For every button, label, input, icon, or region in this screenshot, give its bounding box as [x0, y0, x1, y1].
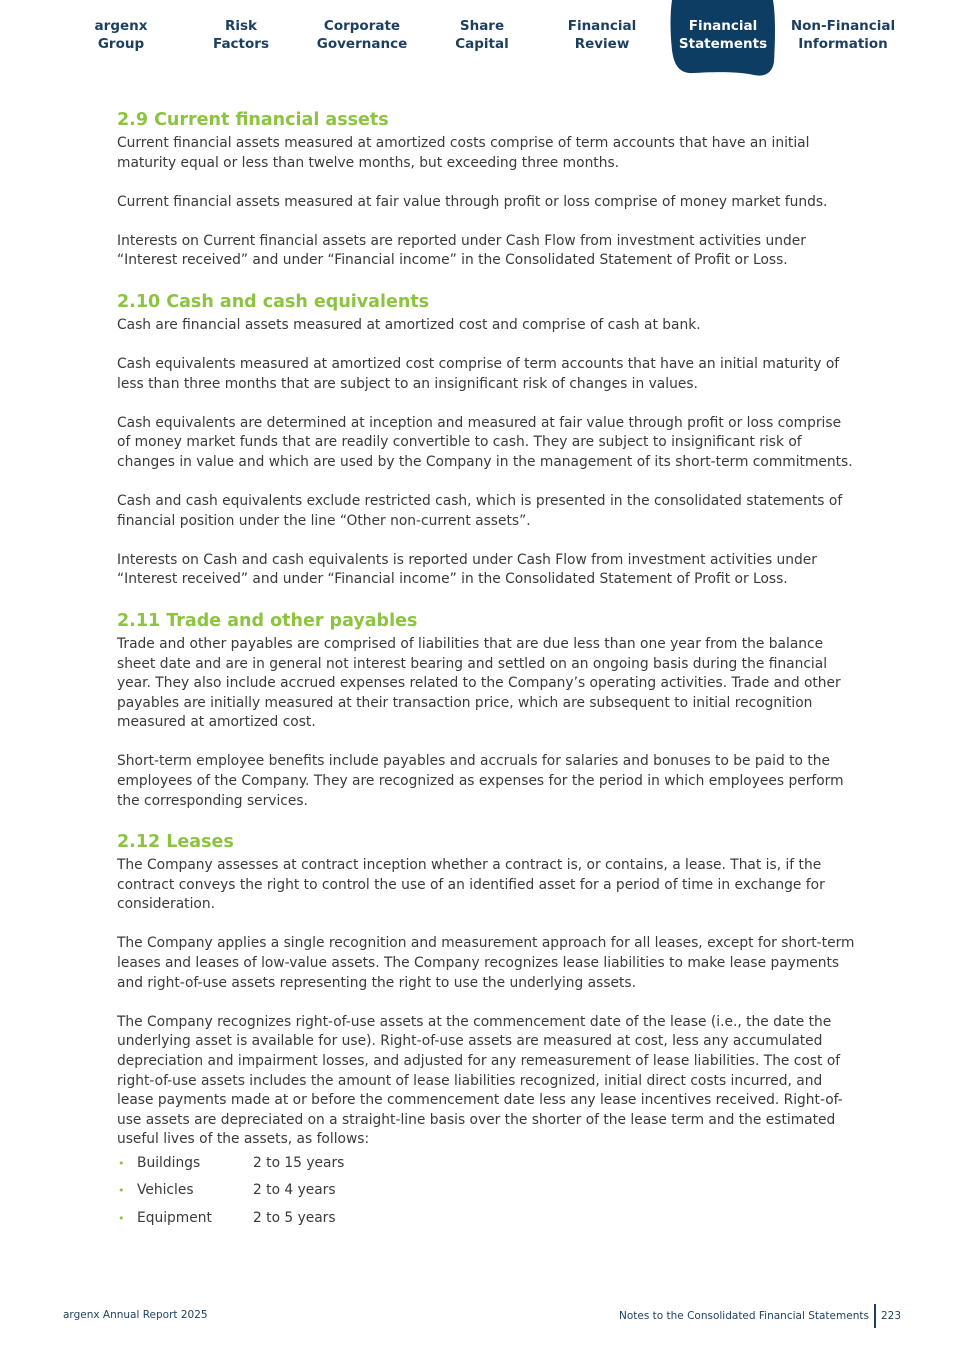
- list-item: [117, 1181, 857, 1209]
- asset-class: Buildings: [137, 1154, 201, 1171]
- nav-tab-corporate-governance[interactable]: [305, 0, 419, 78]
- section-cash-and-cash-equivalents: [117, 290, 857, 590]
- paragraph: Short-term employee benefits include payables and accruals for salaries and bonuses to be paid to the employees of the Company. They are recognized as expenses for the period in which employees perform the corresponding services.: [117, 753, 844, 809]
- nav-tab-financial-review[interactable]: [545, 0, 659, 78]
- footer-page-info: [619, 1304, 901, 1328]
- nav-tab-non-financial-information[interactable]: [786, 0, 900, 78]
- section-heading: 2.9 Current financial assets: [117, 110, 389, 130]
- paragraph: Interests on Current financial assets are reported under Cash Flow from investment activities under “Interest received” and under “Financial income” in the Consolidated Statement of Profit or Loss.: [117, 232, 806, 269]
- section-heading: 2.10 Cash and cash equivalents: [117, 291, 430, 312]
- paragraph: The Company recognizes right-of-use assets at the commencement date of the lease (i.e., the date the underlying asset is available for use). Right-of-use assets are measured at cost, less any accumulated depreciation and impairment losses, and adjusted for any remeasurement of lease liabilities. The cost of right-of-use assets includes the amount of lease liabilities recognized, initial direct costs incurred, and lease payments made at or before the commencement date less any lease incentives received. Right-of-use assets are depreciated on a straight-line basis over the shorter of the lease term and the estimated useful lives of the assets, as follows:: [117, 1013, 843, 1148]
- nav-tab-label: Risk Factors: [213, 18, 269, 52]
- paragraph: Cash equivalents are determined at inception and measured at fair value through profit or loss comprise of money market funds that are readily convertible to cash. They are subject to insignificant risk of changes in value and which are used by the Company in the management of its short-term commitments.: [117, 414, 853, 470]
- footer-report-title: argenx Annual Report 2025: [63, 1309, 208, 1321]
- section-trade-and-other-payables: [117, 609, 857, 811]
- nav-tab-label: Financial Statements: [678, 18, 768, 52]
- page-number: 223: [880, 1310, 901, 1322]
- bullet-dot-icon: •: [118, 1211, 125, 1225]
- nav-tab-argenx-group[interactable]: [64, 0, 178, 78]
- paragraph: Trade and other payables are comprised of liabilities that are due less than one year from the balance sheet date and are in general not interest bearing and settled on an ongoing basis during the financial year. They also include accrued expenses related to the Company’s operating activities. Trade and other payables are initially measured at their transaction price, which are subsequent to initial recognition measured at amortized cost.: [117, 635, 841, 731]
- paragraph: Cash equivalents measured at amortized cost comprise of term accounts that have an initial maturity of less than three months that are subject to an insignificant risk of changes in values.: [117, 356, 840, 392]
- section-heading: 2.11 Trade and other payables: [117, 610, 418, 631]
- nav-tab-label: Non-Financial Information: [790, 18, 896, 52]
- paragraph: Cash and cash equivalents exclude restricted cash, which is presented in the consolidated statements of financial position under the line “Other non-current assets”.: [117, 493, 843, 529]
- top-navigation: [0, 0, 964, 80]
- paragraph: The Company applies a single recognition and measurement approach for all leases, except for short-term leases and leases of low-value assets. The Company recognizes lease liabilities to make lease payments and right-of-use assets representing the right to use the underlying assets.: [117, 935, 855, 991]
- asset-class: Vehicles: [137, 1182, 194, 1199]
- useful-life: 2 to 5 years: [253, 1209, 336, 1226]
- bullet-dot-icon: •: [118, 1156, 125, 1170]
- nav-tab-label: Financial Review: [567, 18, 637, 52]
- footer-divider: [874, 1304, 876, 1328]
- nav-tab-label: Share Capital: [455, 18, 509, 52]
- paragraph: Interests on Cash and cash equivalents is reported under Cash Flow from investment activities under “Interest received” and under “Financial income” in the Consolidated Statement of Profit or Loss.: [117, 551, 817, 588]
- section-leases: [117, 830, 857, 1236]
- asset-class: Equipment: [137, 1209, 212, 1226]
- nav-tab-risk-factors[interactable]: [184, 0, 298, 78]
- paragraph: Cash are financial assets measured at amortized cost and comprise of cash at bank.: [117, 316, 701, 333]
- paragraph: The Company assesses at contract inception whether a contract is, or contains, a lease. That is, if the contract conveys the right to control the use of an identified asset for a period of time in exchange for consideration.: [117, 857, 825, 913]
- page-content: [117, 108, 857, 1255]
- list-item: [117, 1209, 857, 1237]
- useful-lives-list: [117, 1154, 857, 1237]
- bullet-dot-icon: •: [118, 1184, 125, 1198]
- nav-tab-label: Corporate Governance: [316, 18, 408, 52]
- nav-tab-label: argenx Group: [94, 18, 148, 52]
- useful-life: 2 to 4 years: [253, 1182, 336, 1199]
- paragraph: Current financial assets measured at fair value through profit or loss comprise of money market funds.: [117, 193, 828, 210]
- footer-section-title: Notes to the Consolidated Financial Statements: [618, 1310, 869, 1322]
- paragraph: Current financial assets measured at amortized costs comprise of term accounts that have an initial maturity equal or less than twelve months, but exceeding three months.: [117, 135, 810, 171]
- useful-life: 2 to 15 years: [253, 1154, 345, 1171]
- section-current-financial-assets: [117, 108, 857, 271]
- list-item: [117, 1154, 857, 1182]
- section-heading: 2.12 Leases: [117, 832, 234, 853]
- nav-tab-share-capital[interactable]: [425, 0, 539, 78]
- nav-tab-financial-statements[interactable]: [666, 0, 780, 78]
